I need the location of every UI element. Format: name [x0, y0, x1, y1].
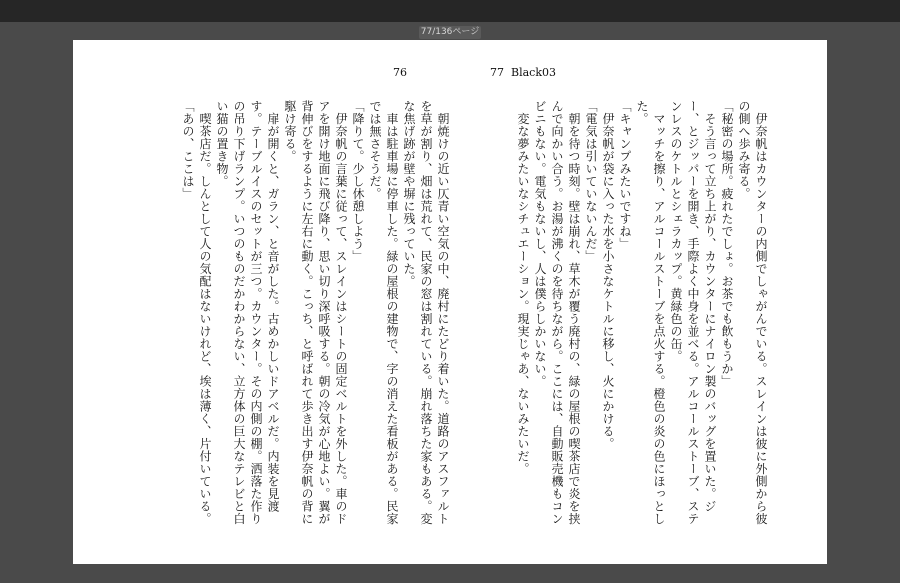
paragraph: 朝を待つ時刻。壁は崩れ、草木が覆う廃村の、緑の屋根の喫茶店で炎を挟んで向かい合う。お湯が沸くのを待ちながら。ここには、自動販売機もコンビニもない。電気もないし、人は僕らしかいない。: [533, 100, 581, 525]
chapter-title: Black03: [511, 66, 556, 79]
paragraph: 伊奈帆が袋に入った水を小さなケトルに移し、火にかける。: [601, 100, 615, 450]
left-page-number: 76: [393, 66, 407, 79]
right-page-number: 77: [490, 66, 504, 79]
left-page-text: [153, 100, 451, 530]
paragraph: 変な夢みたいなシチュエーション。現実じゃあ、ないみたいだ。: [516, 100, 530, 475]
paragraph: 喫茶店だ。しんとして人の気配はないけれど、埃は薄く、片付いている。: [198, 100, 212, 525]
paragraph: 「秘密の場所。疲れたでしょ。お茶でも飲もうか」: [720, 100, 734, 388]
paragraph: マッチを擦り、アルコールストーブを点火する。橙色の炎の色にほっとした。: [635, 100, 666, 525]
paragraph: 「あの、ここは」: [181, 100, 195, 200]
paragraph: 伊奈帆の言葉に従って、スレインはシートの固定ベルトを外した。車のドアを開け地面に飛び降り、思い切り深呼吸する。朝の冷気が心地よい。翼が背伸びをするように左右に動く。こっち、と呼ばれて歩き出す伊奈帆の背に駆け寄る。: [283, 100, 348, 525]
paragraph: 車は駐車場に停車した。緑の屋根の建物で、字の消えた看板がある。民家では無さそうだ。: [368, 100, 399, 525]
right-page-text: [513, 100, 769, 530]
viewer-toolbar: [0, 0, 900, 22]
paragraph: そう言って立ち上がり、カウンターにナイロン製のバッグを置いた。ジー、とジッパーを開き、手際よく中身を並べる。アルコールストーブ、ステンレスのケトルとシェラカップ。黄緑色の缶。: [669, 100, 717, 525]
right-page-header: [490, 66, 556, 79]
paragraph: 伊奈帆はカウンターの内側でしゃがんでいる。スレインは彼に外側から彼の側へ歩み寄る。: [737, 100, 768, 525]
book-spread: [73, 40, 827, 564]
paragraph: 朝焼けの近い仄青い空気の中、廃村にたどり着いた。道路のアスファルトを草が割り、畑は荒れて、民家の窓は割れている。崩れ落ちた家もある。変な焦げ跡が壁や塀に残っていた。: [402, 100, 450, 525]
page-indicator: 77/136ページ: [420, 27, 480, 37]
paragraph: 「キャンプみたいですね」: [618, 100, 632, 250]
paragraph: 「電気は引いていないんだ」: [584, 100, 598, 263]
paragraph: 扉が開くと、ガラン、と音がした。古めかしいドアベルだ。内装を見渡す。テーブルイスのセットが三つ。カウンター。その内側の棚。洒落た作りの吊り下げランプ。いつのものだかわからない、立方体の巨大なテレビと白い猫の置き物。: [215, 100, 280, 525]
paragraph: 「降りて。少し休憩しよう」: [351, 100, 365, 263]
